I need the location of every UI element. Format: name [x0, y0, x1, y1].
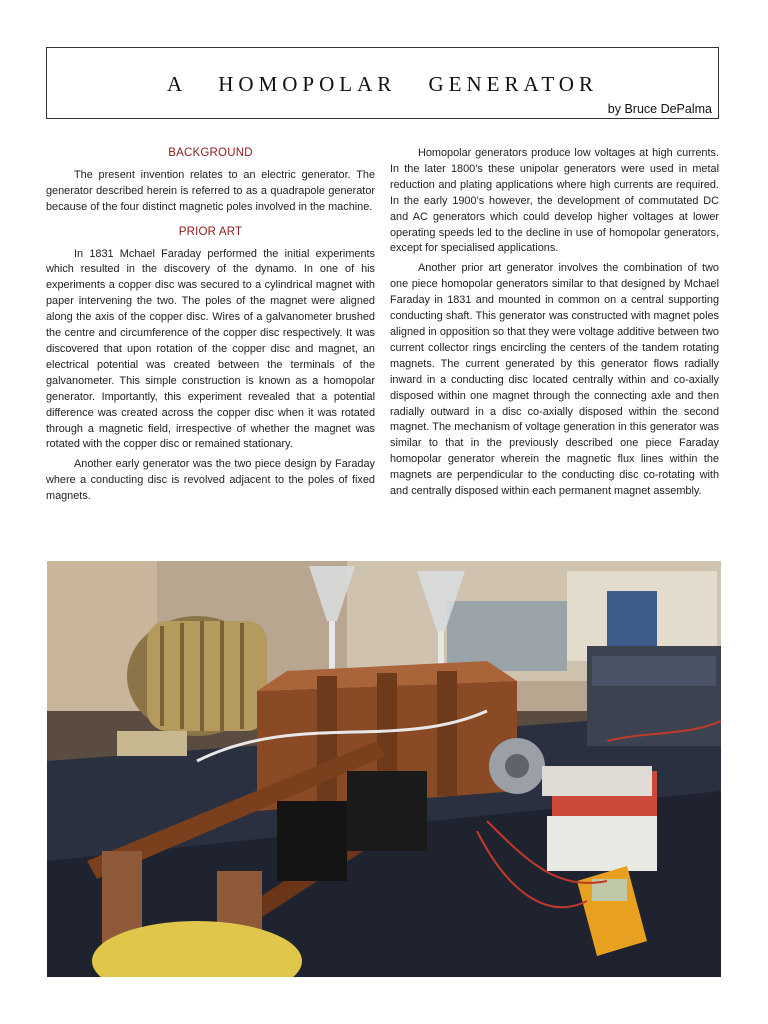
generator-apparatus-photo: [47, 561, 721, 977]
prior-art-paragraph-1: In 1831 Mchael Faraday performed the initial experiments which resulted in the discovery of the dynamo. In one of his experiments a copper disc was secured to a cylindrical magnet with paper intervening the two. The poles of the magnet were aligned along the axis of the copper disc. Wires of a galvanometer brushed the centre and circumference of the copper disc respectively. It was discovered that upon rotation of the copper disc and magnet, an electrical potential was created between the terminals of the galvanometer. This simple construction is known as a homopolar generator. Importantly, this experiment revealed that a potential difference was created across the copper disc when it was rotated through a magnetic field, irrespective of whether the magnet was rotated with the copper disc or remained stationary.: [46, 247, 375, 451]
right-paragraph-2: Another prior art generator involves the combination of two one piece homopolar generators similar to that designed by Mchael Faraday in 1831 and mounted in common on a central supporting conducting shaft. This generator was constructed with magnet poles aligned in opposition so that they were voltage additive between two current collector rings encircling the centers of the tandem rotating magnets. The current generated by this generator flows radially inward in a conducting disc located centrally within and co-axially disposed within one magnet through the connecting axle and then radially outward in a disc co-axially disposed within the second magnet. The mechanism of voltage generation in this generator was similar to that in the previously described one piece Faraday homopolar generator wherein the magnetic flux lines within the magnets are perpendicular to the conducting disc co-rotating with and centrally disposed within each permanent magnet assembly.: [390, 262, 719, 498]
right-column: [390, 146, 719, 504]
author-byline: by Bruce DePalma: [607, 102, 712, 116]
right-paragraph-1: Homopolar generators produce low voltages at high currents. In the later 1800’s these unipolar generators were used in metal reduction and plating applications where high currents are required. In the early 1900’s however, the development of commutated DC and AC generators which could develop higher voltages at lower operating speeds led to the decline in use of homopolar generators, except for specialised applications.: [390, 147, 719, 255]
prior-art-heading: PRIOR ART: [178, 225, 243, 238]
background-paragraph: The present invention relates to an electric generator. The generator described herein is referred to as a quadrapole generator because of the four distinct magnetic poles involved in the machine.: [46, 168, 375, 213]
left-column: [46, 146, 375, 509]
prior-art-paragraph-2: Another early generator was the two piece design by Faraday where a conducting disc is revolved adjacent to the poles of fixed magnets.: [46, 458, 375, 503]
title-box: [46, 47, 719, 119]
page-title: A HOMOPOLAR GENERATOR: [167, 72, 598, 96]
background-heading: BACKGROUND: [168, 147, 253, 159]
